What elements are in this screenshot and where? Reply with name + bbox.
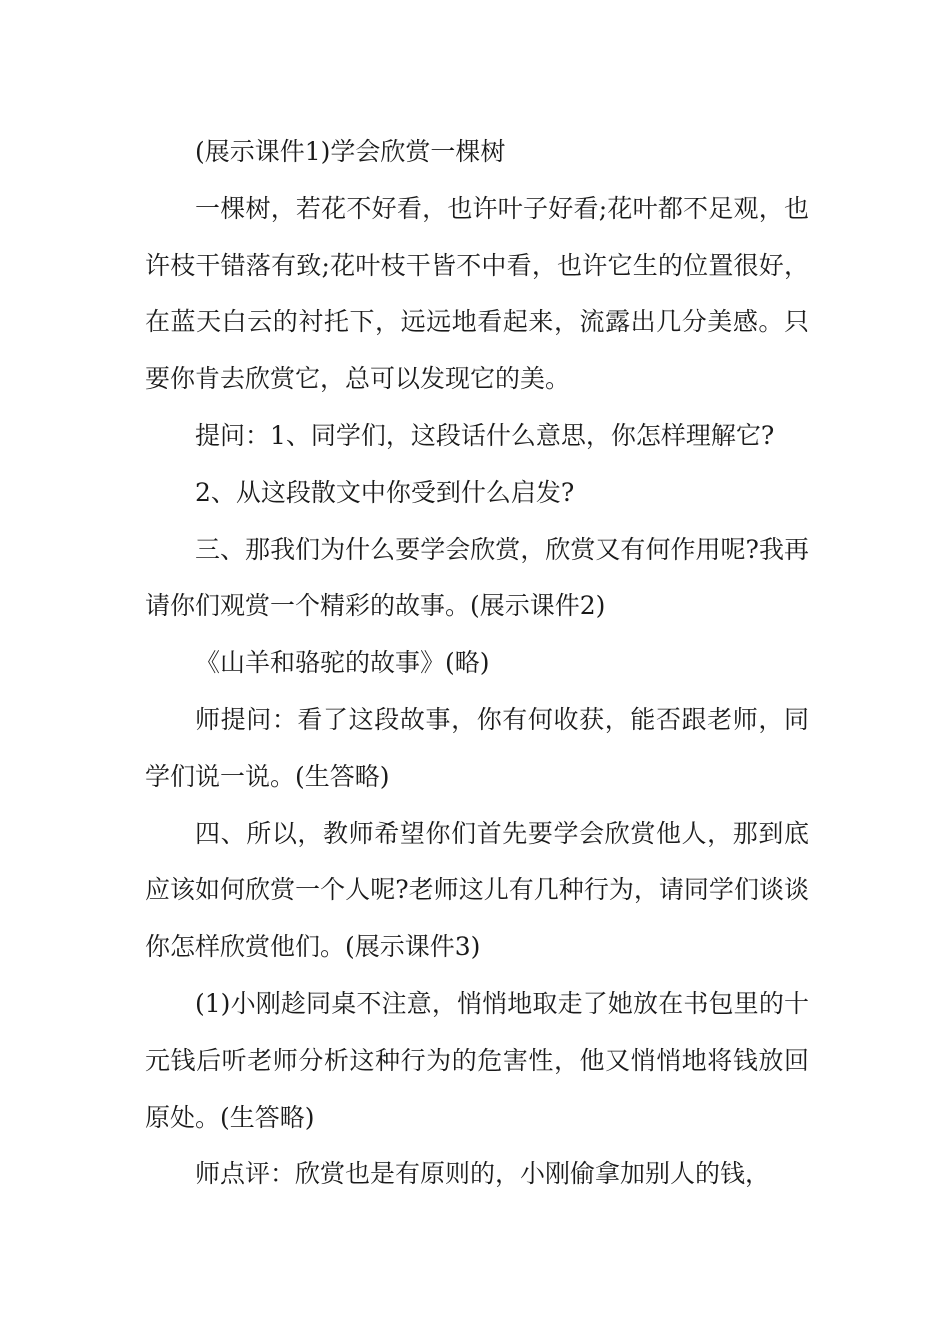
paragraph-story-title: 《山羊和骆驼的故事》(略) (195, 648, 490, 678)
paragraph-teacher-comment: 师点评：欣赏也是有原则的，小刚偷拿加别人的钱， (195, 1159, 771, 1189)
paragraph-case-1: (1)小刚趁同桌不注意，悄悄地取走了她放在书包里的十元钱后听老师分析这种行为的危害性，他又悄悄地将钱放回原处。(生答略) (145, 988, 809, 1132)
document-page (145, 124, 809, 1203)
paragraph-question-1: 提问：1、同学们，这段话什么意思，你怎样理解它? (195, 420, 775, 450)
paragraph-teacher-question: 师提问：看了这段故事，你有何收获，能否跟老师，同学们说一说。(生答略) (145, 704, 809, 791)
paragraph-courseware-1-title: (展示课件1)学会欣赏一棵树 (195, 137, 506, 166)
paragraph-section-3: 三、那我们为什么要学会欣赏，欣赏又有何作用呢?我再请你们观赏一个精彩的故事。(展示课件2) (145, 534, 809, 621)
paragraph-section-4: 四、所以，教师希望你们首先要学会欣赏他人，那到底应该如何欣赏一个人呢?老师这儿有几种行为，请同学们谈谈你怎样欣赏他们。(展示课件3) (145, 818, 809, 962)
paragraph-question-2: 2、从这段散文中你受到什么启发? (195, 477, 575, 507)
paragraph-tree-essay: 一棵树，若花不好看，也许叶子好看;花叶都不足观，也许枝干错落有致;花叶枝干皆不中看，也许它生的位置很好，在蓝天白云的衬托下，远远地看起来，流露出几分美感。只要你肯去欣赏它，总可以发现它的美。 (145, 193, 809, 394)
